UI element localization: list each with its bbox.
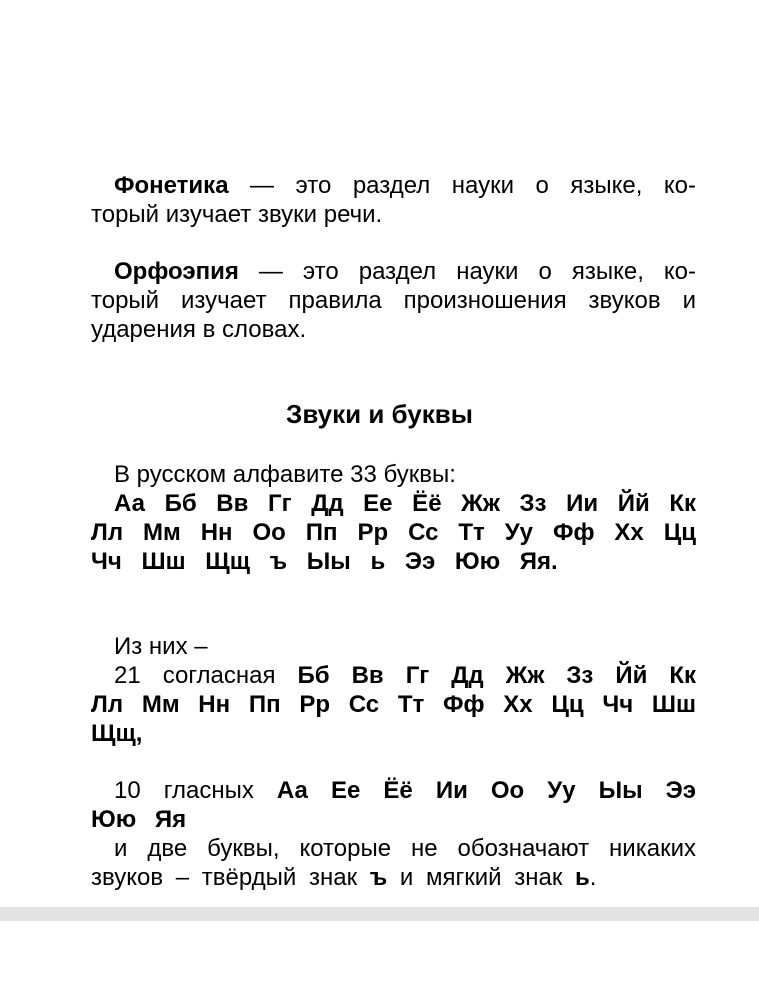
section-heading: Звуки и буквы: [286, 399, 473, 429]
signs-line-2: [91, 863, 696, 893]
consonants-line-3: Щщ,: [91, 720, 143, 747]
alphabet-line-1: Аа Бб Вв Гг Дд Ее Ёё Жж Зз Ии Йй Кк: [114, 490, 696, 517]
page-bottom-band: [0, 907, 759, 921]
vowels-prefix: 10 гласных: [114, 777, 277, 804]
hard-sign-letter: ъ: [369, 864, 388, 891]
soft-sign-letter: ь: [575, 864, 590, 891]
consonants-letters-1: Бб Вв Гг Дд Жж Зз Йй Кк: [297, 662, 697, 689]
phonetics-definition-line-1: [114, 171, 696, 201]
consonants-line-2: Лл Мм Нн Пп Рр Сс Тт Фф Хх Цц Чч Шш: [91, 691, 696, 718]
phonetics-definition-text: — это раздел науки о языке, ко-: [228, 172, 696, 199]
orthoepy-term: Орфоэпия: [114, 258, 239, 285]
consonants-line-1: [114, 661, 696, 691]
alphabet-line-2: Лл Мм Нн Оо Пп Рр Сс Тт Уу Фф Хх Цц: [91, 519, 696, 546]
of-them-label: Из них –: [114, 633, 208, 660]
signs-text-b: и мягкий знак: [387, 864, 576, 891]
phonetics-definition-line-2: торый изучает звуки речи.: [91, 201, 383, 228]
phonetics-term: Фонетика: [114, 172, 229, 199]
alphabet-line-3: Чч Шш Щщ ъ Ыы ь Ээ Юю Яя.: [91, 548, 558, 575]
orthoepy-definition-text: — это раздел науки о языке, ко-: [238, 258, 696, 285]
vowels-line-1: [114, 776, 696, 806]
signs-text-end: .: [589, 864, 597, 891]
alphabet-intro: В русском алфавите 33 буквы:: [114, 461, 456, 488]
orthoepy-definition-line-2: торый изучает правила произношения звуков и: [91, 287, 696, 314]
signs-line-1: и две буквы, которые не обозначают никаких: [114, 835, 696, 862]
orthoepy-definition-line-3: ударения в словах.: [91, 316, 307, 343]
vowels-line-2: Юю Яя: [91, 806, 187, 833]
signs-text-a: звуков – твёрдый знак: [91, 864, 370, 891]
vowels-letters-1: Аа Ее Ёё Ии Оо Уу Ыы Ээ: [276, 777, 696, 804]
orthoepy-definition-line-1: [114, 257, 696, 287]
consonants-prefix: 21 согласная: [114, 662, 298, 689]
